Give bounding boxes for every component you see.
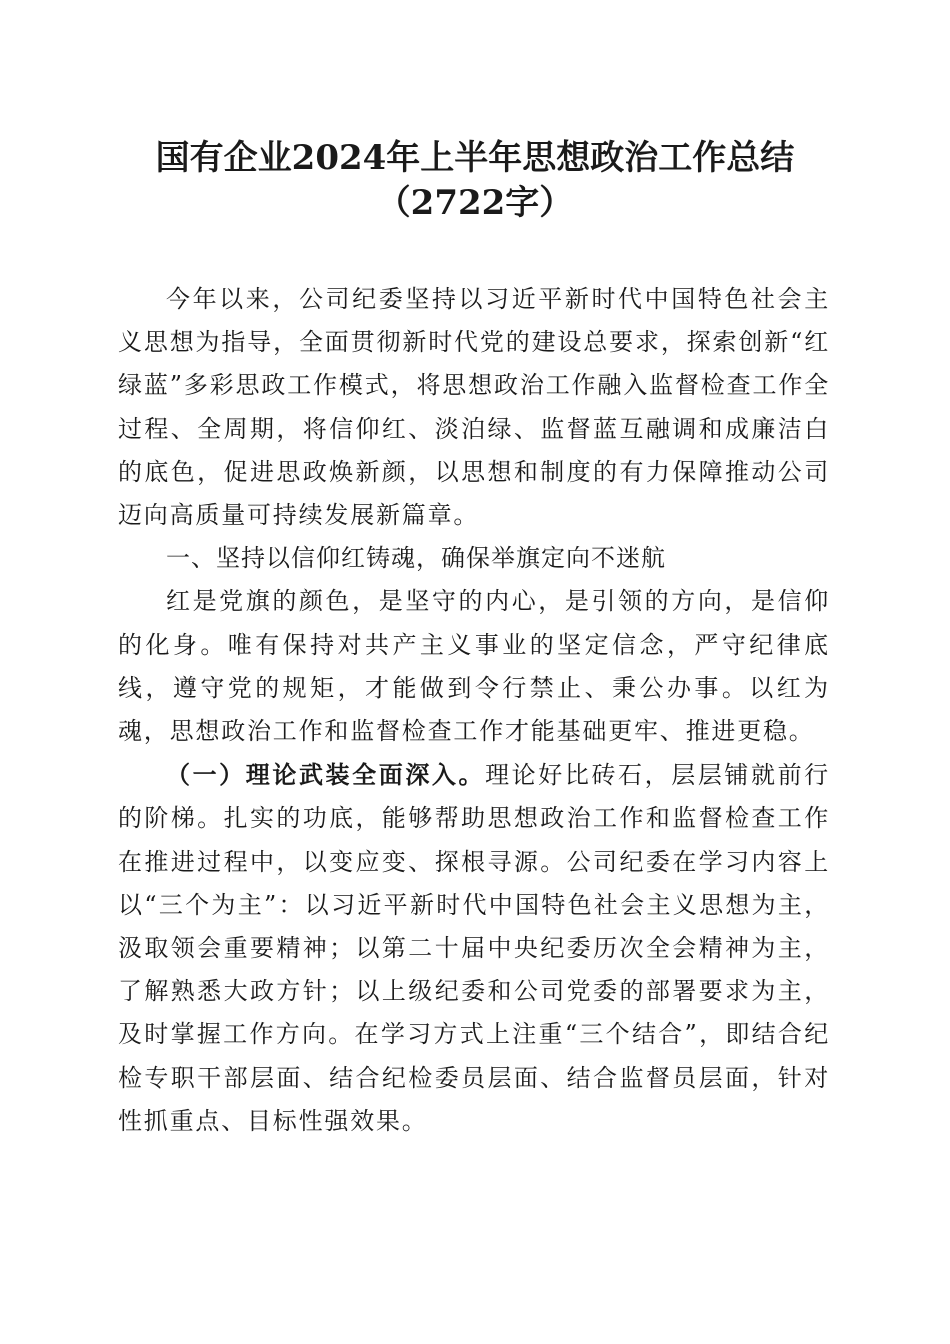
subsection-1-paragraph: [118, 753, 830, 1143]
intro-paragraph: 今年以来，公司纪委坚持以习近平新时代中国特色社会主义思想为指导，全面贯彻新时代党的建设总要求，探索创新“红绿蓝”多彩思政工作模式，将思想政治工作融入监督检查工作全过程、全周期，将信仰红、淡泊绿、监督蓝互融调和成廉洁白的底色，促进思政焕新颜，以思想和制度的有力保障推动公司迈向高质量可持续发展新篇章。: [118, 285, 830, 530]
section-heading-1: 一、坚持以信仰红铸魂，确保举旗定向不迷航: [166, 544, 666, 573]
document-body: [118, 278, 830, 1143]
document-subtitle: （2722字）: [376, 183, 574, 223]
subsection-1-text: 理论好比砖石，层层铺就前行的阶梯。扎实的功底，能够帮助思想政治工作和监督检查工作在推进过程中，以变应变、探根寻源。公司纪委在学习内容上以“三个为主”：以习近平新时代中国特色社会主义思想为主，汲取领会重要精神；以第二十届中央纪委历次全会精神为主，了解熟悉大政方针；以上级纪委和公司党委的部署要求为主，及时掌握工作方向。在学习方式上注重“三个结合”，即结合纪检专职干部层面、结合纪检委员层面、结合监督员层面，针对性抓重点、目标性强效果。: [118, 761, 830, 1135]
section-1-paragraph: 红是党旗的颜色，是坚守的内心，是引领的方向，是信仰的化身。唯有保持对共产主义事业的坚定信念，严守纪律底线，遵守党的规矩，才能做到令行禁止、秉公办事。以红为魂，思想政治工作和监督检查工作才能基础更牢、推进更稳。: [118, 587, 830, 746]
document-title: 国有企业2024年上半年思想政治工作总结: [155, 138, 795, 178]
subsection-1-heading: （一）理论武装全面深入。: [166, 760, 486, 790]
